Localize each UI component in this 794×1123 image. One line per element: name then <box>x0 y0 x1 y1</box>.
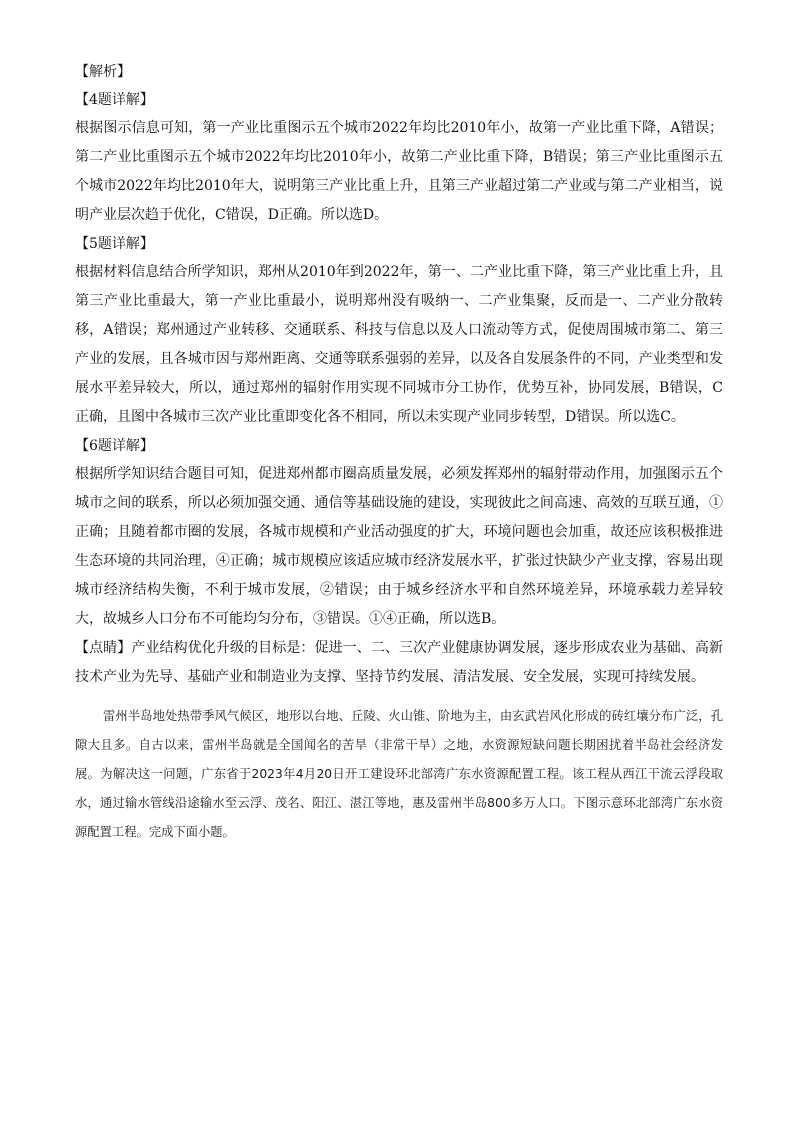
q4-heading: 【4题详解】 <box>75 92 154 108</box>
q4-explanation: 根据图示信息可知，第一产业比重图示五个城市2022年均比2010年小，故第一产业比重下降，A错误；第二产业比重图示五个城市2022年均比2010年小，故第二产业比重下降，B错误；第三产业比重图示五个城市2022年均比2010年大，说明第三产业比重上升，且第三产业超过第二产业或与第二产业相当，说明产业层次趋于优化，C错误，D正确。所以选D。 <box>75 120 723 223</box>
page-content <box>75 58 723 847</box>
q6-heading: 【6题详解】 <box>75 438 154 454</box>
q6-explanation: 根据所学知识结合题目可知，促进郑州都市圈高质量发展，必须发挥郑州的辐射带动作用，加强图示五个城市之间的联系，所以必须加强交通、通信等基础设施的建设，实现彼此之间高速、高效的互联互通，①正确；且随着都市圈的发展，各城市规模和产业活动强度的扩大，环境问题也会加重，故还应该积极推进生态环境的共同治理，④正确；城市规模应该适应城市经济发展水平，扩张过快缺少产业支撑，容易出现城市经济结构失衡，不利于城市发展，②错误；由于城乡经济水平和自然环境差异，环境承载力差异较大，故城乡人口分布不可能均匀分布，③错误。①④正确，所以选B。 <box>75 466 723 627</box>
dianjing-note <box>75 634 723 692</box>
q5-explanation: 根据材料信息结合所学知识，郑州从2010年到2022年，第一、二产业比重下降，第三产业比重上升，且第三产业比重最大，第一产业比重最小，说明郑州没有吸纳一、二产业集聚，反而是一、二产业分散转移，A错误；郑州通过产业转移、交通联系、科技与信息以及人口流动等方式，促使周围城市第二、第三产业的发展，且各城市因与郑州距离、交通等联系强弱的差异，以及各自发展条件的不同，产业类型和发展水平差异较大，所以，通过郑州的辐射作用实现不同城市分工协作，优势互补，协同发展，B错误，C正确，且图中各城市三次产业比重即变化各不相同，所以未实现产业同步转型，D错误。所以选C。 <box>75 264 723 425</box>
analysis-title: 【解析】 <box>75 64 131 80</box>
q5-heading: 【5题详解】 <box>75 236 154 252</box>
dianjing-tag: 【点睛】 <box>75 640 132 656</box>
dianjing-body: 产业结构优化升级的目标是：促进一、二、三次产业健康协调发展，逐步形成农业为基础、高新技术产业为先导、基础产业和制造业为支撑、坚持节约发展、清洁发展、安全发展，实现可持续发展。 <box>75 640 724 685</box>
reading-passage: 雷州半岛地处热带季风气候区，地形以台地、丘陵、火山锥、阶地为主，由玄武岩风化形成的砖红壤分布广泛，孔隙大且多。自古以来，雷州半岛就是全国闻名的苦旱（非常干旱）之地，水资源短缺问题长期困扰着半岛社会经济发展。为解决这一问题，广东省于2023年4月20日开工建设环北部湾广东水资源配置工程。该工程从西江干流云浮段取水，通过输水管线沿途输水至云浮、茂名、阳江、湛江等地，惠及雷州半岛800多万人口。下图示意环北部湾广东水资源配置工程。完成下面小题。 <box>75 709 723 839</box>
